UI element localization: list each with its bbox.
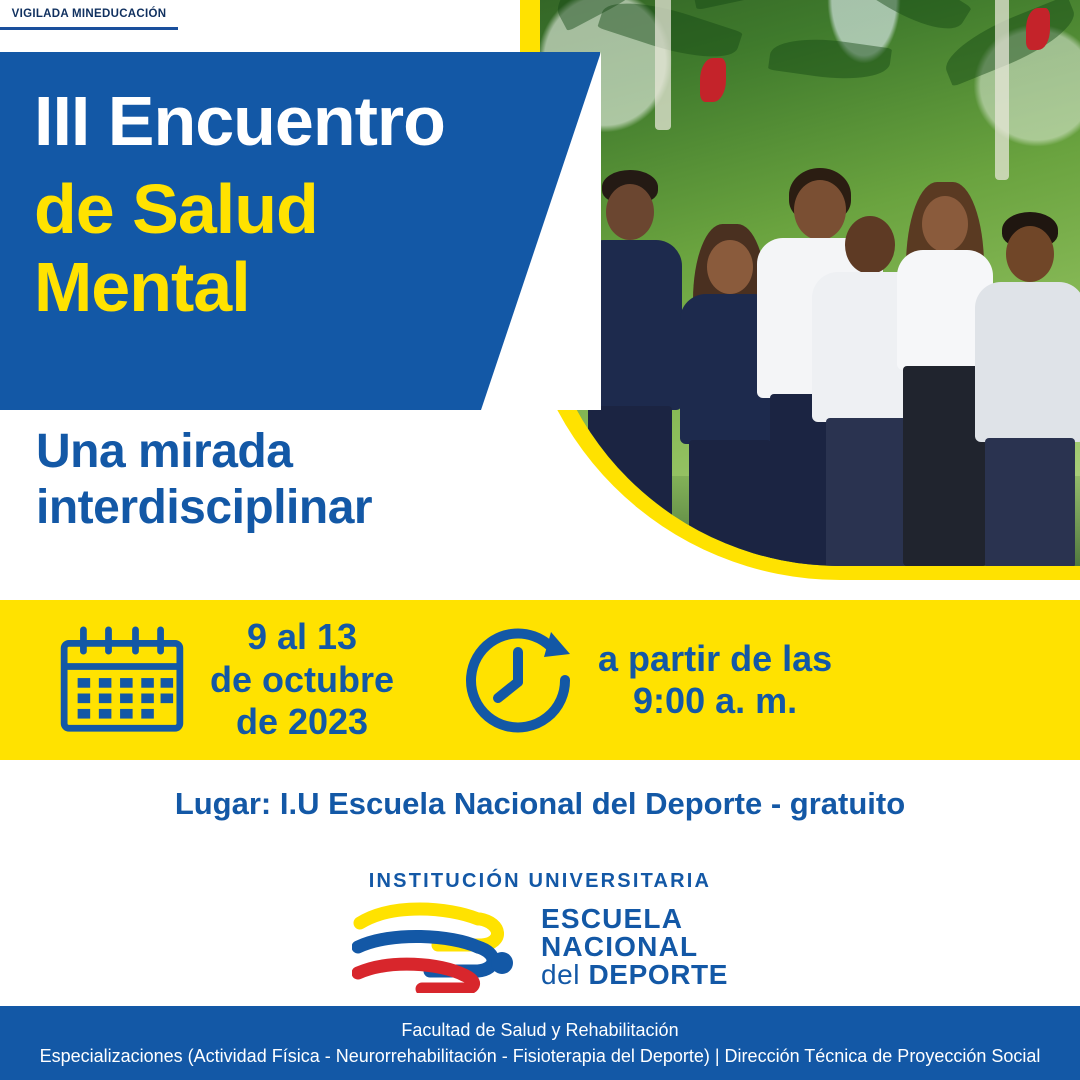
end-logo-mark [352,901,527,993]
person-photo [970,136,1080,566]
logo-word-2: NACIONAL [540,931,699,962]
footer-line-1: Facultad de Salud y Rehabilitación [401,1019,679,1040]
footer-line-2: Especializaciones (Actividad Física - Neurorrehabilitación - Fisioterapia del Deporte) | Dirección Técnica de Proyección Social [39,1045,1041,1066]
tree-trunk [655,0,671,130]
title-line-2: de Salud [34,170,318,248]
title-line-3: Mental [34,248,250,327]
footer [0,1006,1080,1080]
clock-icon [462,624,580,736]
logo-word-1: ESCUELA [540,903,684,934]
subtitle-line-2: interdisciplinar [36,480,373,534]
subtitle-line-1: Una mirada [36,425,293,478]
date-line-1: 9 al 13 [246,616,358,658]
time-line-2: 9:00 a. m. [633,680,798,721]
photo-frame [540,0,1080,566]
institution-logo [0,870,1080,998]
place-line: Lugar: I.U Escuela Nacional del Deporte - gratuito [174,786,906,821]
time-line-1: a partir de las [598,637,833,679]
title-block [0,52,600,410]
logo-word-3-light: del [540,959,589,990]
red-flower-icon [700,58,726,102]
logo-top-text: INSTITUCIÓN UNIVERSITARIA [368,870,712,892]
logo-wordmark [541,905,728,989]
accreditation-badge [0,0,178,30]
date-info [56,616,394,743]
subtitle [36,424,596,535]
date-line-2: de octubre [210,658,395,700]
date-text [210,616,394,743]
time-info [462,624,832,736]
logo-word-3-bold: DEPORTE [588,959,729,990]
info-band [0,600,1080,760]
accreditation-label: VIGILADA MINEDUCACIÓN [11,7,167,20]
hero-photo [560,0,1080,600]
logo-word-3 [541,961,728,989]
calendar-icon [56,626,188,734]
title-line-1: III Encuentro [34,82,445,160]
red-flower-icon [1026,8,1050,50]
date-line-3: de 2023 [235,701,369,743]
time-text [598,638,832,723]
